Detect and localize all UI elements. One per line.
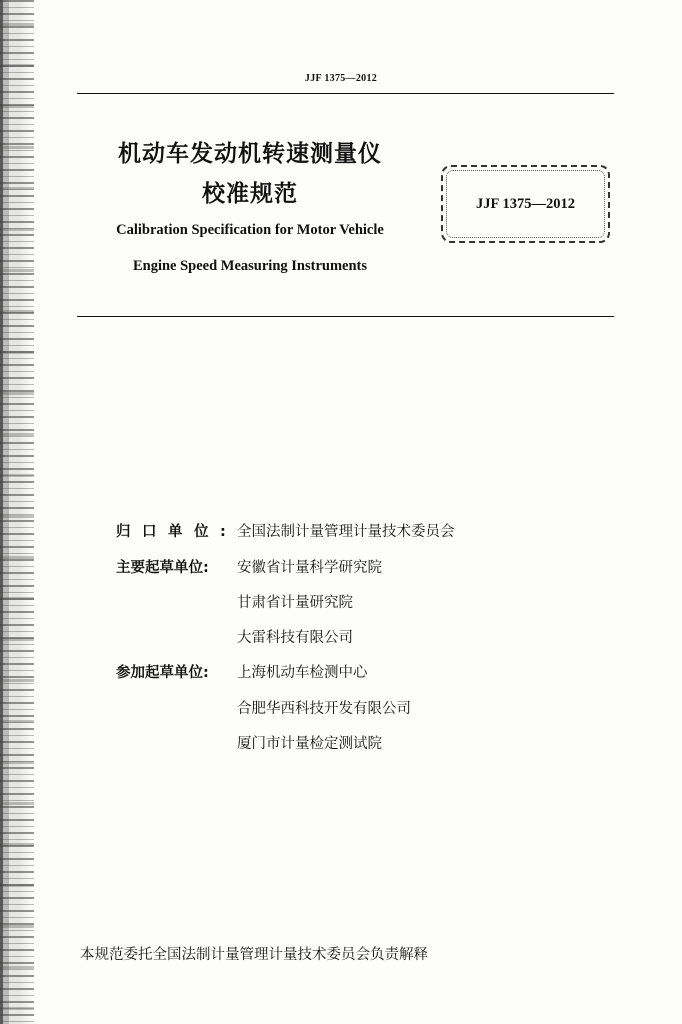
title-bottom-rule: [77, 316, 614, 317]
drafting-unit-1: 安徽省计量科学研究院: [237, 560, 382, 576]
standard-code-box: [441, 165, 610, 243]
standard-code-box-label: JJF 1375—2012: [476, 195, 575, 212]
title-chinese-line2: 校准规范: [202, 181, 298, 207]
responsible-unit-label: 归口单位:: [116, 524, 238, 540]
title-english-line2: Engine Speed Measuring Instruments: [132, 258, 368, 274]
title-chinese-line1: 机动车发动机转速测量仪: [118, 141, 382, 167]
drafting-unit-3: 大雷科技有限公司: [237, 630, 353, 646]
drafting-unit-2: 甘肃省计量研究院: [237, 595, 353, 611]
responsible-unit: 全国法制计量管理计量技术委员会: [237, 524, 455, 540]
header-standard-code: JJF 1375—2012: [304, 73, 378, 84]
drafting-unit-label: 主要起草单位:: [116, 560, 209, 576]
participating-unit-1: 上海机动车检测中心: [237, 665, 368, 681]
footer-interpretation-note: 本规范委托全国法制计量管理计量技术委员会负责解释: [80, 947, 428, 963]
scan-binding-edge: [0, 0, 34, 1024]
title-english-line1: Calibration Specification for Motor Vehicle: [116, 222, 384, 238]
participating-unit-label: 参加起草单位:: [116, 665, 209, 681]
participating-unit-2: 合肥华西科技开发有限公司: [237, 701, 411, 717]
participating-unit-3: 厦门市计量检定测试院: [237, 736, 382, 752]
header-rule: [77, 93, 614, 94]
